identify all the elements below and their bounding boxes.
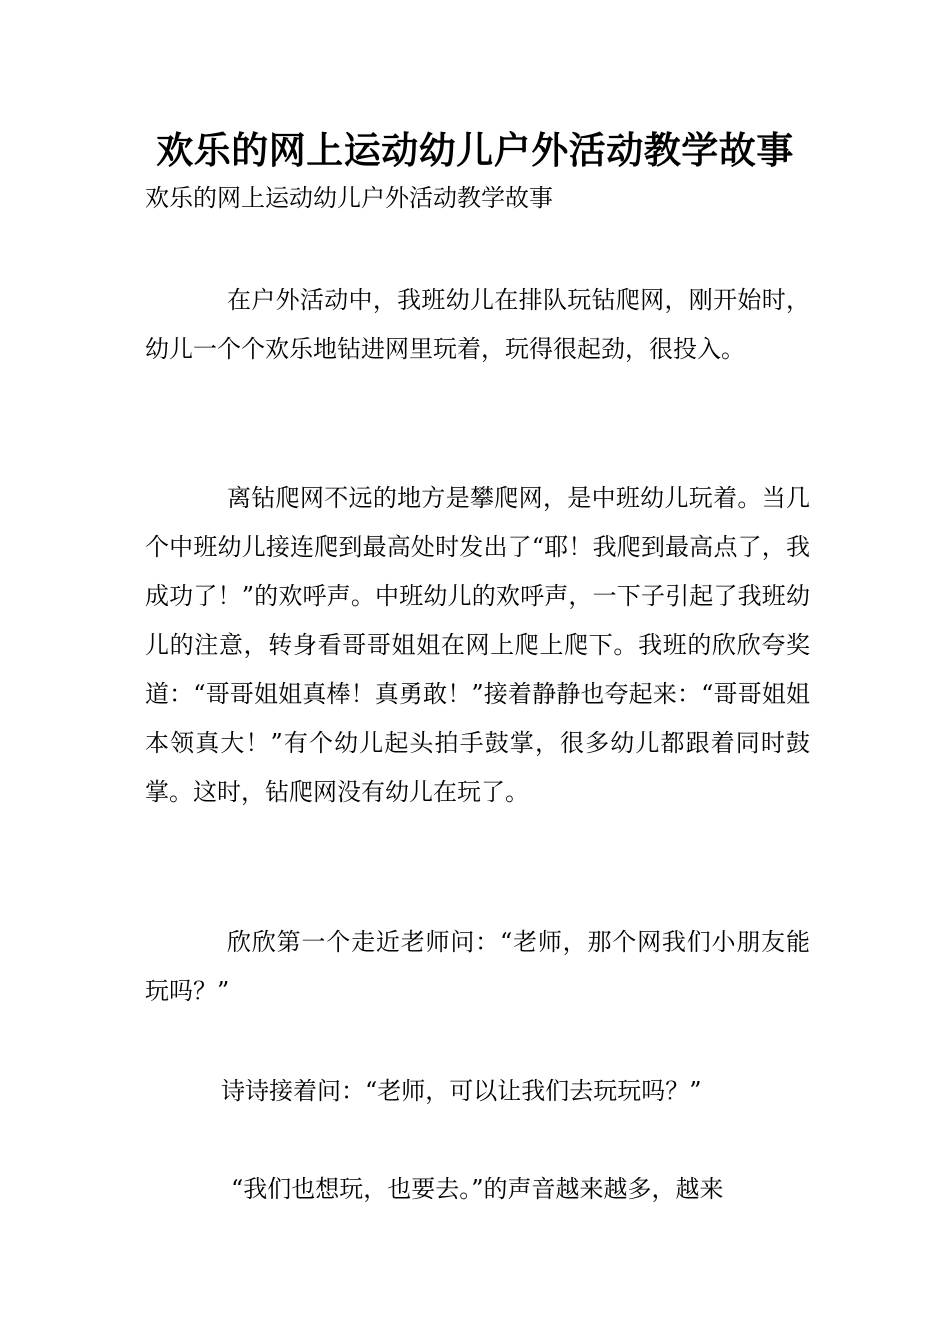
paragraph-1: 在户外活动中，我班幼儿在排队玩钻爬网，刚开始时，幼儿一个个欢乐地钻进网里玩着，玩得很起劲，很投入。	[145, 286, 810, 363]
document-subtitle: 欢乐的网上运动幼儿户外活动教学故事	[145, 184, 553, 212]
paragraph-2: 离钻爬网不远的地方是攀爬网，是中班幼儿玩着。当几个中班幼儿接连爬到最高处时发出了“耶！我爬到最高点了，我成功了！”的欢呼声。中班幼儿的欢呼声，一下子引起了我班幼儿的注意，转身看哥哥姐姐在网上爬上爬下。我班的欣欣夸奖道：“哥哥姐姐真棒！真勇敢！”接着静静也夸起来：“哥哥姐姐本领真大！”有个幼儿起头拍手鼓掌，很多幼儿都跟着同时鼓掌。这时，钻爬网没有幼儿在玩了。	[145, 484, 810, 806]
document-title: 欢乐的网上运动幼儿户外活动教学故事	[156, 129, 794, 172]
paragraph-4: 诗诗接着问：“老师，可以让我们去玩玩吗？”	[221, 1077, 702, 1105]
paragraph-5: “我们也想玩，也要去。”的声音越来越多，越来	[231, 1175, 724, 1203]
paragraph-3: 欣欣第一个走近老师问：“老师，那个网我们小朋友能玩吗？”	[145, 928, 810, 1005]
